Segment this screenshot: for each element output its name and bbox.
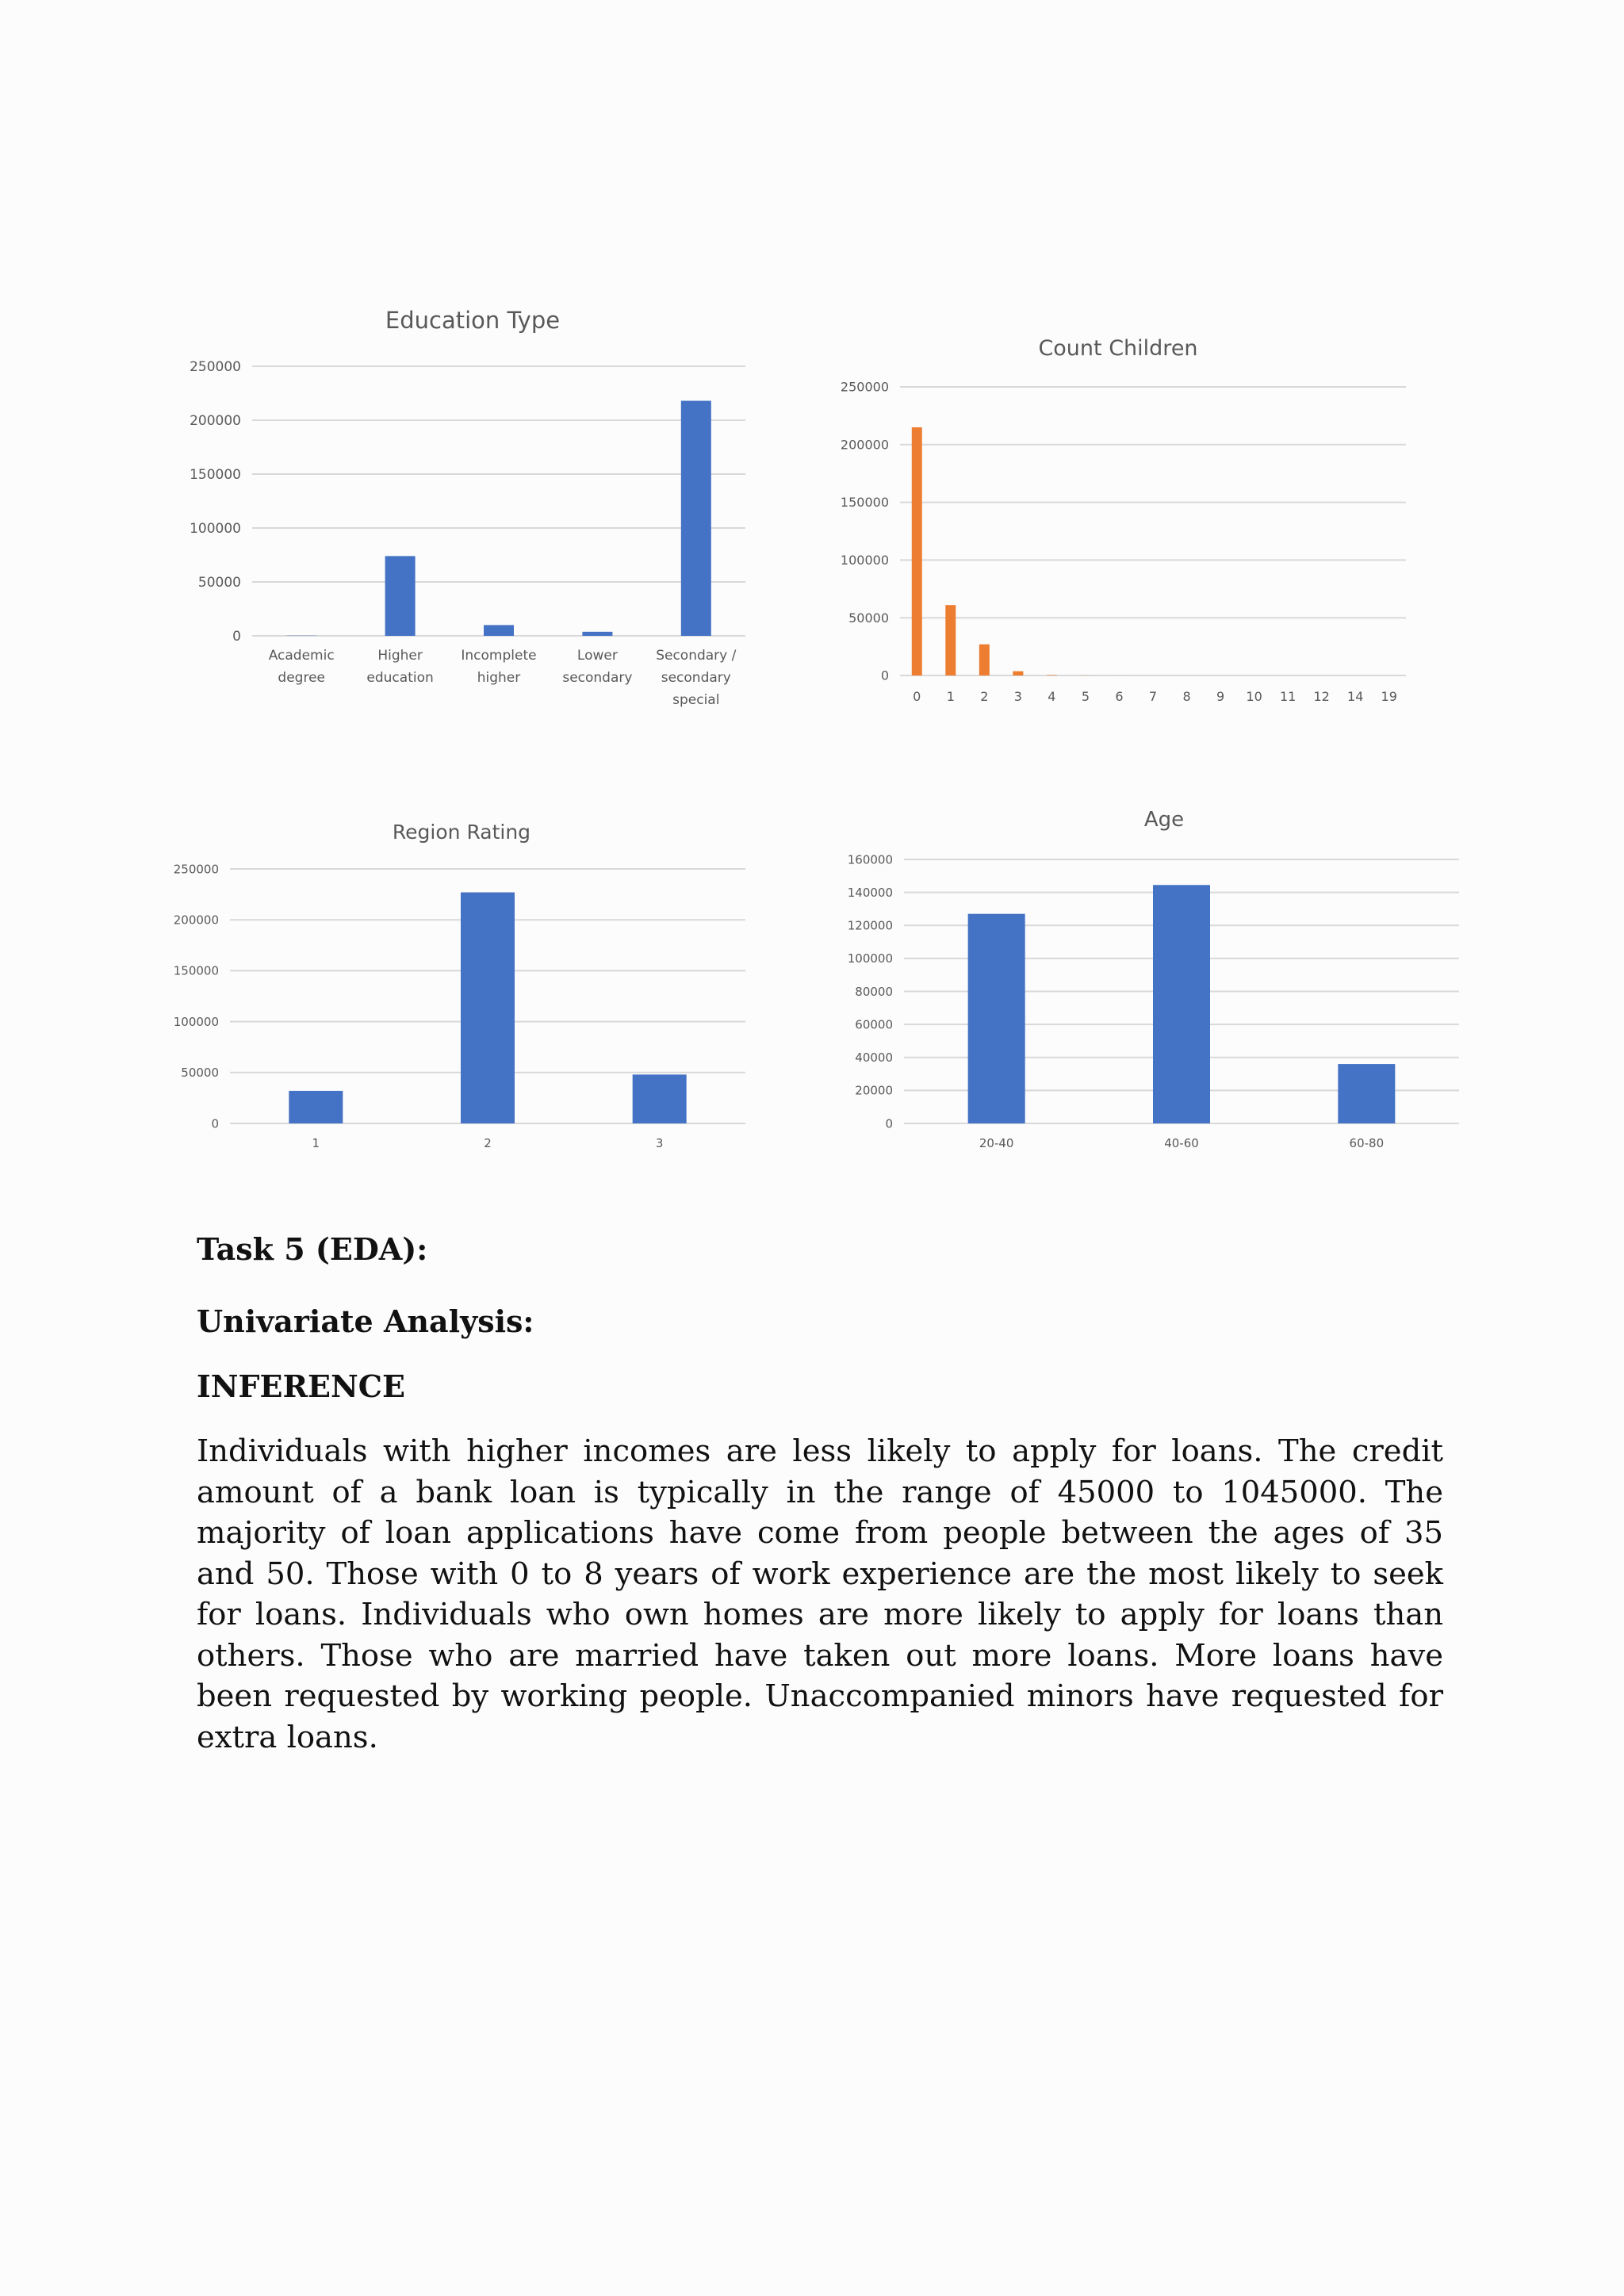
x-tick-label: 60-80 (1349, 1136, 1385, 1150)
y-tick-label: 150000 (190, 466, 241, 483)
x-tick-label: 10 (1246, 689, 1262, 704)
x-tick-label: 1 (312, 1136, 320, 1150)
x-tick-label: 1 (946, 689, 955, 704)
chart-title: Age (1143, 808, 1185, 832)
bar (484, 625, 514, 636)
chart-title: Region Rating (392, 821, 531, 844)
bar (1153, 885, 1210, 1123)
chart-title: Education Type (385, 307, 561, 334)
y-tick-label: 250000 (190, 358, 241, 375)
x-tick-label: 5 (1081, 689, 1090, 704)
y-tick-label: 100000 (840, 553, 889, 568)
y-tick-label: 0 (211, 1116, 219, 1131)
inference-heading: INFERENCE (197, 1368, 405, 1404)
x-tick-label: 3 (655, 1136, 664, 1150)
chart-title: Count Children (1038, 336, 1198, 361)
bar (681, 401, 711, 636)
y-tick-label: 20000 (855, 1083, 893, 1098)
y-tick-label: 160000 (847, 852, 893, 867)
x-tick-label: Higher education (366, 648, 434, 686)
y-tick-label: 0 (885, 1116, 893, 1131)
x-tick-label: 9 (1216, 689, 1225, 704)
y-tick-label: 50000 (181, 1066, 219, 1081)
y-tick-label: 0 (880, 668, 889, 683)
education-type-chart (159, 301, 777, 729)
bar (968, 914, 1025, 1123)
x-tick-label: 6 (1115, 689, 1124, 704)
bar (945, 605, 956, 675)
y-tick-label: 250000 (173, 862, 219, 877)
bar (1338, 1064, 1395, 1123)
x-tick-label: Incomplete higher (461, 648, 537, 686)
y-tick-label: 80000 (855, 984, 893, 999)
y-tick-label: 200000 (173, 913, 219, 928)
y-tick-label: 50000 (848, 610, 889, 626)
x-tick-label: Academic degree (268, 648, 335, 686)
bar (912, 427, 922, 675)
bar (289, 1091, 343, 1123)
x-tick-label: Lower secondary (562, 648, 633, 686)
bar (461, 893, 515, 1123)
y-tick-label: 100000 (173, 1014, 219, 1029)
y-tick-label: 50000 (197, 574, 241, 591)
y-tick-label: 60000 (855, 1017, 893, 1032)
x-tick-label: 4 (1048, 689, 1056, 704)
x-tick-label: Secondary / secondary special (656, 648, 737, 708)
y-tick-label: 200000 (190, 412, 241, 429)
bar (633, 1074, 687, 1123)
y-tick-label: 100000 (190, 520, 241, 537)
bar (582, 632, 612, 636)
y-tick-label: 200000 (840, 437, 889, 453)
x-tick-label: 2 (484, 1136, 492, 1150)
x-tick-label: 14 (1347, 689, 1364, 704)
section-heading: Univariate Analysis: (197, 1303, 534, 1339)
task-heading: Task 5 (EDA): (197, 1231, 428, 1267)
count-children-chart (821, 325, 1439, 721)
age-chart (841, 801, 1475, 1165)
y-tick-label: 250000 (840, 379, 889, 395)
inference-paragraph: Individuals with higher incomes are less likely to apply for loans. The credit amount of a bank loan is typically in the range of 45000 to 1045000. The majority of loan applications have come from people between the ages of 35 and 50. Those with 0 to 8 years of work experience are the most likely to seek for loans. Individuals who own homes are more likely to apply for loans than others. Those who are married have taken out more loans. More loans have been requested by working people. Unaccompanied minors have requested for extra loans. (197, 1433, 1443, 1755)
y-tick-label: 150000 (840, 495, 889, 511)
x-tick-label: 12 (1313, 689, 1330, 704)
x-tick-label: 2 (980, 689, 989, 704)
x-tick-label: 40-60 (1164, 1136, 1199, 1150)
y-tick-label: 140000 (847, 885, 893, 900)
bar (979, 645, 990, 675)
y-tick-label: 100000 (847, 951, 893, 966)
region-rating-chart (159, 817, 777, 1165)
x-tick-label: 20-40 (979, 1136, 1014, 1150)
x-tick-label: 3 (1013, 689, 1022, 704)
x-tick-label: 0 (913, 689, 921, 704)
y-tick-label: 0 (232, 628, 241, 645)
bar (385, 556, 416, 636)
x-tick-label: 11 (1279, 689, 1297, 704)
y-tick-label: 120000 (847, 918, 893, 933)
x-tick-label: 19 (1381, 689, 1397, 704)
bar (1013, 672, 1023, 675)
y-tick-label: 40000 (855, 1050, 893, 1065)
x-tick-label: 8 (1182, 689, 1191, 704)
y-tick-label: 150000 (173, 963, 219, 978)
x-tick-label: 7 (1148, 689, 1158, 704)
